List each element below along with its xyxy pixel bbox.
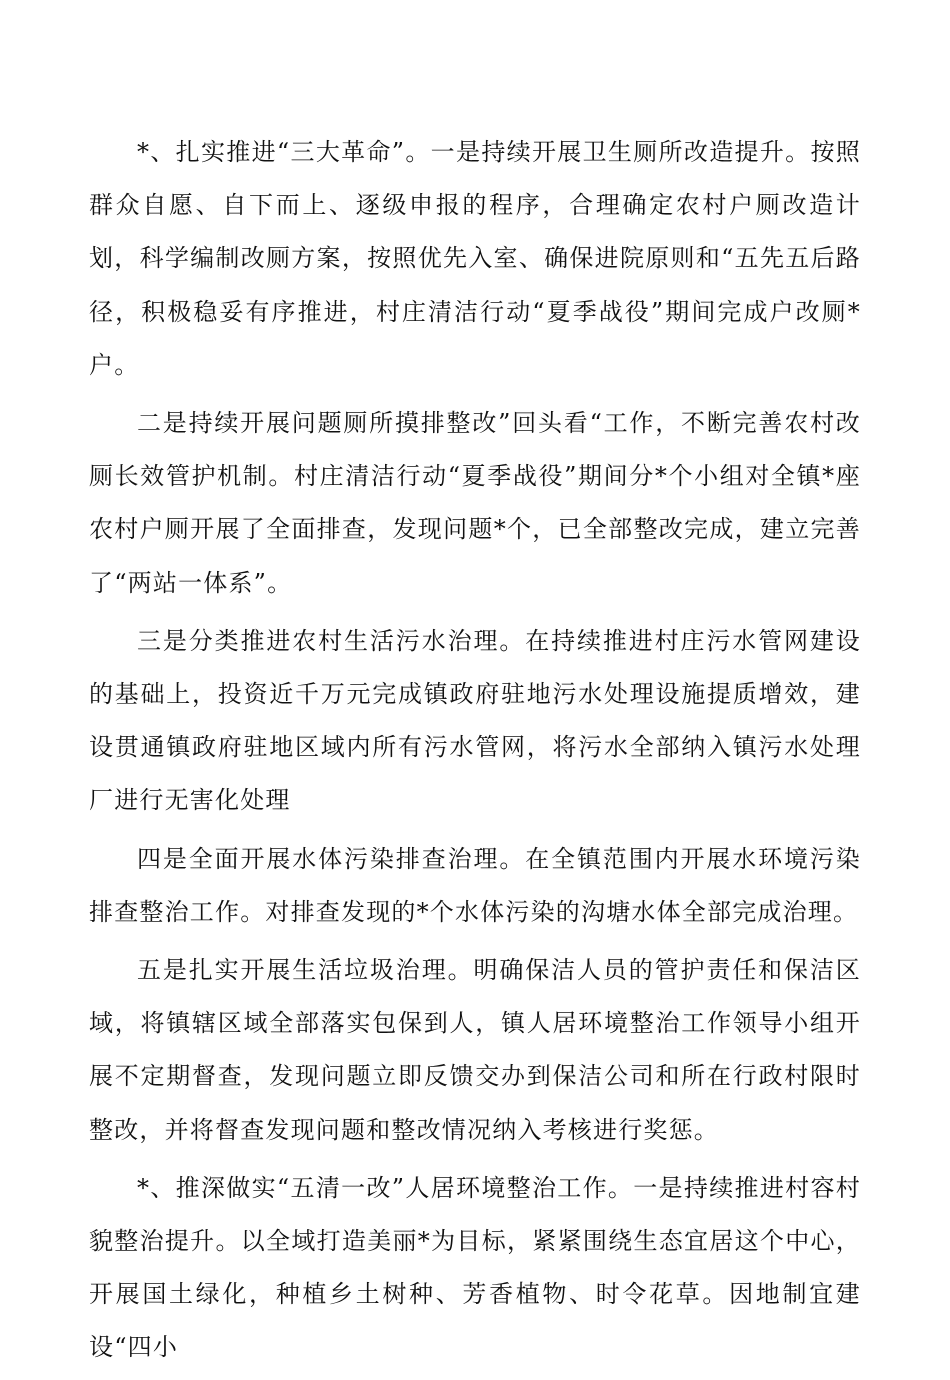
paragraph-three-revolutions: *、扎实推进“三大革命”。一是持续开展卫生厕所改造提升。按照群众自愿、自下而上、逐级申报的程序，合理确定农村户厕改造计划，科学编制改厕方案，按照优先入室、确保进院原则和“五先五后路径，积极稳妥有序推进，村庄清洁行动“夏季战役”期间完成户改厕*户。 xyxy=(89,138,861,379)
paragraph-garbage-treatment: 五是扎实开展生活垃圾治理。明确保洁人员的管护责任和保洁区域，将镇辖区域全部落实包保到人，镇人居环境整治工作领导小组开展不定期督查，发现问题立即反馈交办到保洁公司和所在行政村限时整改，并将督查发现问题和整改情况纳入考核进行奖惩。 xyxy=(89,956,861,1144)
paragraph-water-pollution: 四是全面开展水体污染排查治理。在全镇范围内开展水环境污染排查整治工作。对排查发现的*个水体污染的沟塘水体全部完成治理。 xyxy=(89,844,861,926)
paragraph-toilet-inspection: 二是持续开展问题厕所摸排整改”回头看“工作，不断完善农村改厕长效管护机制。村庄清洁行动“夏季战役”期间分*个小组对全镇*座农村户厕开展了全面排查，发现问题*个，已全部整改完成，建立完善了“两站一体系”。 xyxy=(89,409,861,597)
paragraph-sewage-treatment: 三是分类推进农村生活污水治理。在持续推进村庄污水管网建设的基础上，投资近千万元完成镇政府驻地污水处理设施提质增效，建设贯通镇政府驻地区域内所有污水管网，将污水全部纳入镇污水处理厂进行无害化处理 xyxy=(89,626,861,815)
document-body xyxy=(89,126,861,1380)
paragraph-five-clean-one-change: *、推深做实“五清一改”人居环境整治工作。一是持续推进村容村貌整治提升。以全域打造美丽*为目标，紧紧围绕生态宜居这个中心，开展国土绿化，种植乡土树种、芳香植物、时令花草。因地制宜建设“四小 xyxy=(89,1173,861,1362)
